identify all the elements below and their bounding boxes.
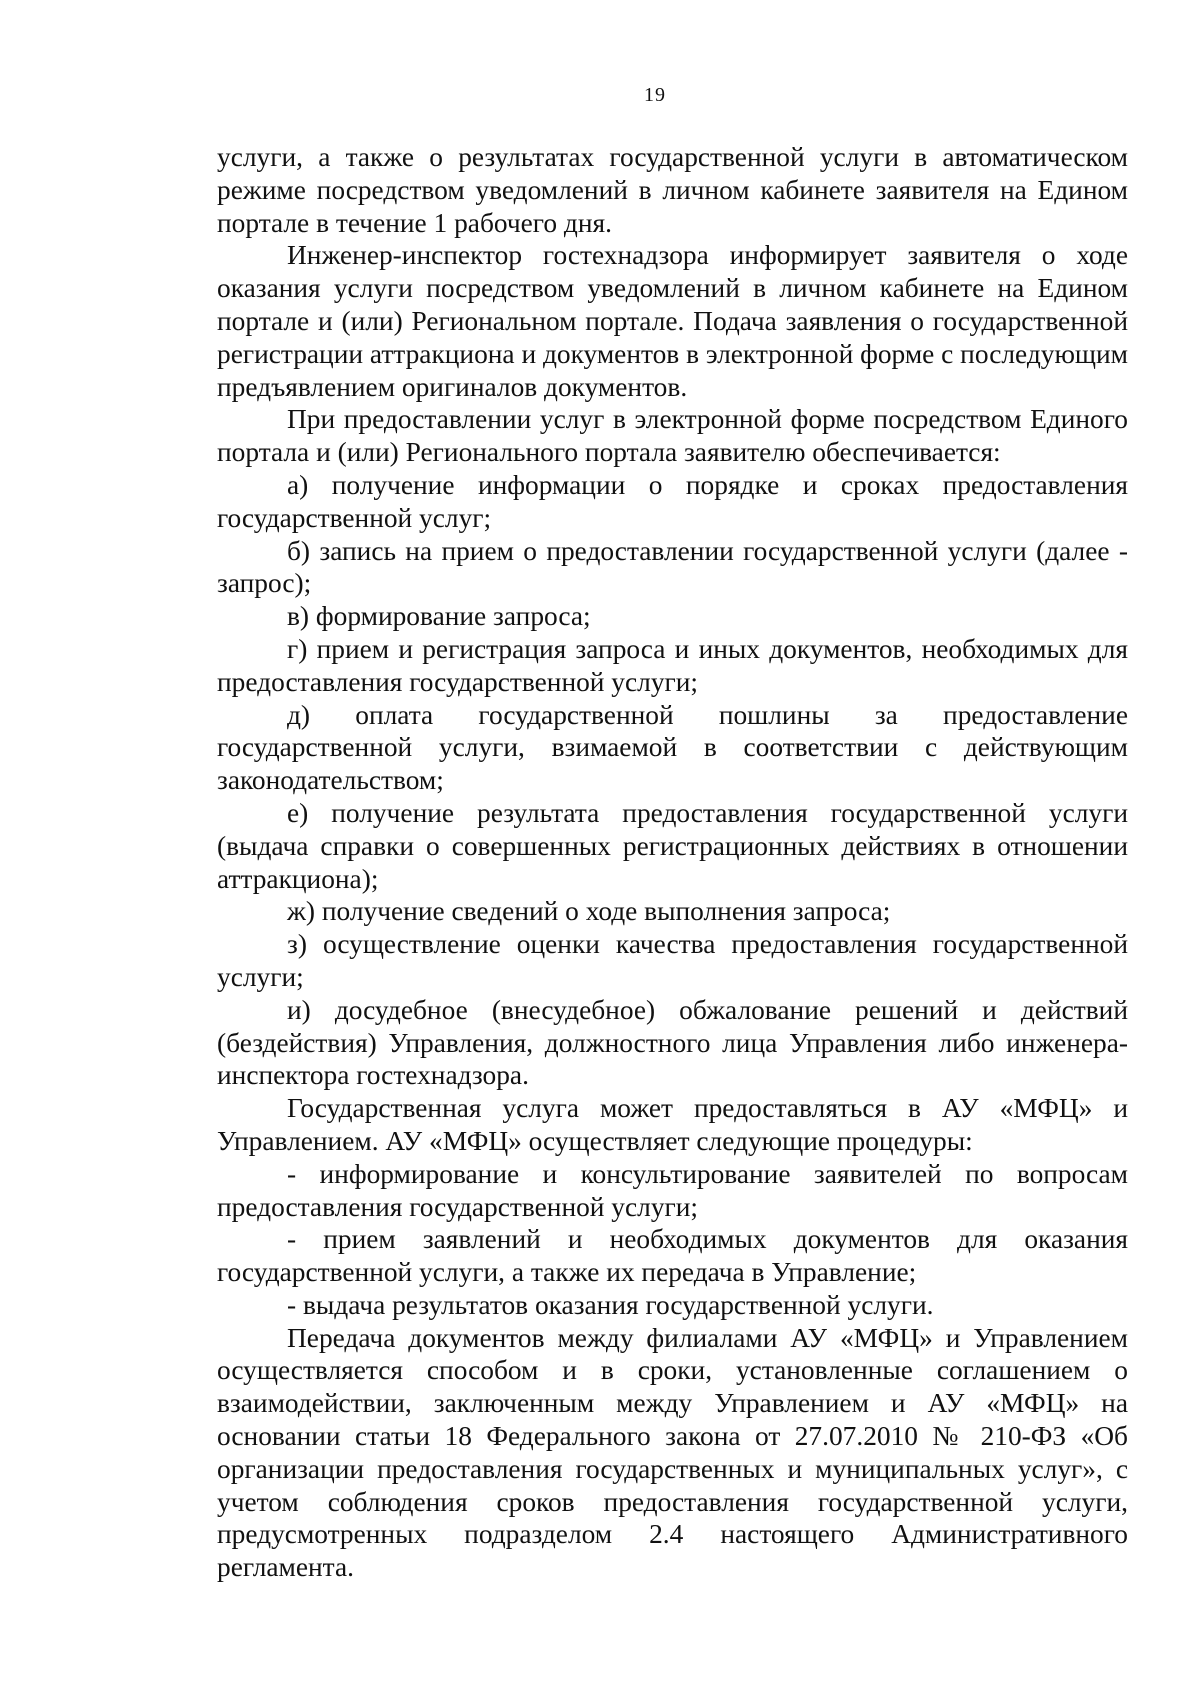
list-item: д) оплата государственной пошлины за предоставление государственной услуги, взимаемой в соответствии с действующим законодательством; <box>217 699 1128 796</box>
paragraph: услуги, а также о результатах государственной услуги в автоматическом режиме посредством уведомлений в личном кабинете заявителя на Едином портале в течение 1 рабочего дня. <box>217 142 1128 238</box>
list-item: - выдача результатов оказания государственной услуги. <box>287 1289 934 1320</box>
paragraph: Инженер-инспектор гостехнадзора информирует заявителя о ходе оказания услуги посредством уведомлений в личном кабинете на Едином портале и (или) Региональном портале. Подача заявления о государственной регистрации аттракциона и документов в электронной форме с последующим предъявлением оригиналов документов. <box>217 240 1128 402</box>
list-item: г) прием и регистрация запроса и иных документов, необходимых для предоставления государственной услуги; <box>217 633 1128 697</box>
list-item: и) досудебное (внесудебное) обжалование решений и действий (бездействия) Управления, должностного лица Управления либо инженера-инспектора гостехнадзора. <box>217 994 1128 1091</box>
paragraph: Передача документов между филиалами АУ «МФЦ» и Управлением осуществляется способом и в сроки, установленные соглашением о взаимодействии, заключенным между Управлением и АУ «МФЦ» на основании статьи 18 Федерального закона от 27.07.2010 № 210-ФЗ «Об организации предоставления государственных и муниципальных услуг», с учетом соблюдения сроков предоставления государственной услуги, предусмотренных подразделом 2.4 настоящего Административного регламента. <box>217 1322 1128 1583</box>
list-item: е) получение результата предоставления государственной услуги (выдача справки о совершенных регистрационных действиях в отношении аттракциона); <box>217 797 1128 894</box>
list-item: - информирование и консультирование заявителей по вопросам предоставления государственной услуги; <box>217 1158 1128 1222</box>
page-number <box>0 84 1200 107</box>
paragraph: Государственная услуга может предоставляться в АУ «МФЦ» и Управлением. АУ «МФЦ» осуществляет следующие процедуры: <box>217 1093 1128 1156</box>
list-item: а) получение информации о порядке и сроках предоставления государственной услуг; <box>217 469 1128 533</box>
page-number-text: 19 <box>644 84 666 106</box>
list-item: б) запись на прием о предоставлении государственной услуги (далее - запрос); <box>217 535 1128 599</box>
paragraph: При предоставлении услуг в электронной форме посредством Единого портала и (или) Регионального портала заявителю обеспечивается: <box>217 404 1128 468</box>
list-item: - прием заявлений и необходимых документов для оказания государственной услуги, а также их передача в Управление; <box>217 1224 1128 1288</box>
list-item: в) формирование запроса; <box>287 601 591 632</box>
list-item: ж) получение сведений о ходе выполнения запроса; <box>287 896 891 927</box>
document-body <box>217 141 1128 1584</box>
list-item: з) осуществление оценки качества предоставления государственной услуги; <box>217 929 1128 992</box>
